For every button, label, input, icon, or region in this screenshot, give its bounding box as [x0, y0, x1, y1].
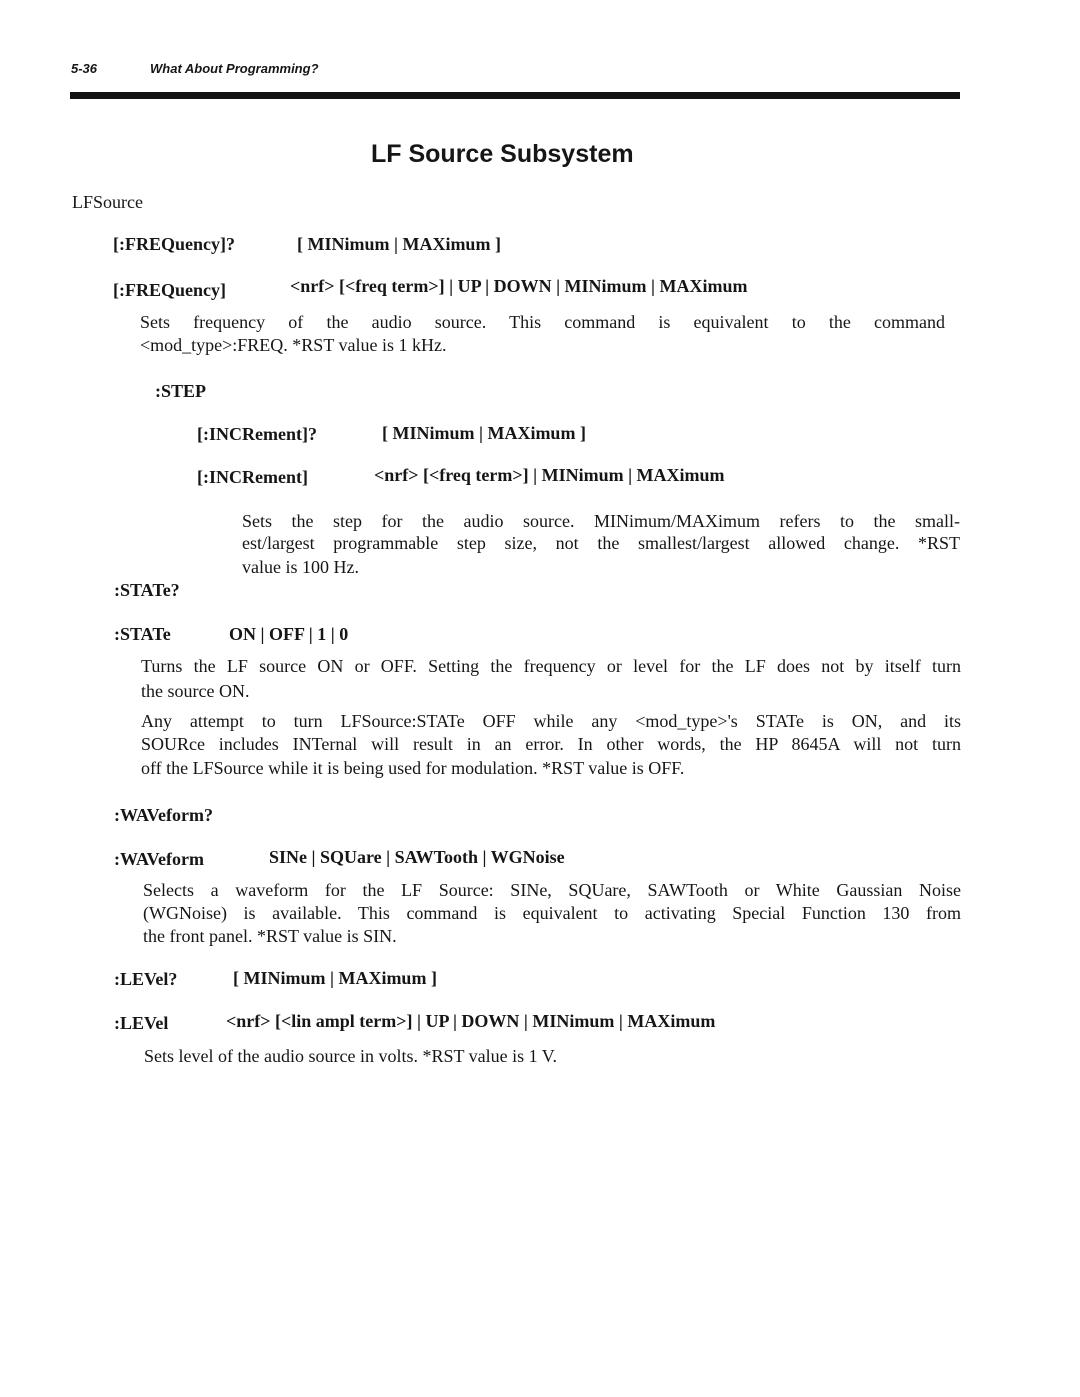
- state-set-cmd: :STATe: [114, 624, 171, 644]
- step-desc-line2: est/largest programmable step size, not the smallest/largest allowed change. *RST: [242, 533, 960, 553]
- page-number: 5-36: [71, 61, 98, 76]
- level-query-args: [ MINimum | MAXimum ]: [233, 968, 437, 988]
- waveform-desc-line2: (WGNoise) is available. This command is equivalent to activating Special Function 130 from: [143, 903, 961, 923]
- freq-query-cmd: [:FREQuency]?: [113, 234, 235, 254]
- state-p2-line3: off the LFSource while it is being used for modulation. *RST value is OFF.: [141, 758, 685, 778]
- page-title: LF Source Subsystem: [371, 140, 634, 168]
- subsystem-root: LFSource: [72, 192, 143, 212]
- level-set-args: <nrf> [<lin ampl term>] | UP | DOWN | MINimum | MAXimum: [226, 1011, 716, 1031]
- freq-desc-line1: Sets frequency of the audio source. This command is equivalent to the command: [140, 312, 945, 332]
- header-rule: [70, 92, 960, 99]
- step-query-cmd: [:INCRement]?: [197, 424, 317, 444]
- level-query-cmd: :LEVel?: [114, 969, 178, 989]
- waveform-set-cmd: :WAVeform: [114, 849, 204, 869]
- step-query-args: [ MINimum | MAXimum ]: [382, 423, 586, 443]
- running-header: What About Programming?: [150, 61, 319, 76]
- step-set-cmd: [:INCRement]: [197, 467, 308, 487]
- step-desc-line3: value is 100 Hz.: [242, 557, 359, 577]
- state-query-cmd: :STATe?: [114, 580, 180, 600]
- freq-set-args: <nrf> [<freq term>] | UP | DOWN | MINimum | MAXimum: [290, 276, 748, 296]
- level-desc-line1: Sets level of the audio source in volts. *RST value is 1 V.: [144, 1046, 557, 1066]
- step-set-args: <nrf> [<freq term>] | MINimum | MAXimum: [374, 465, 725, 485]
- state-set-args: ON | OFF | 1 | 0: [229, 624, 349, 644]
- waveform-desc-line1: Selects a waveform for the LF Source: SINe, SQUare, SAWTooth or White Gaussian Noise: [143, 880, 961, 900]
- state-p2-line1: Any attempt to turn LFSource:STATe OFF while any <mod_type>'s STATe is ON, and its: [141, 711, 961, 731]
- waveform-desc-line3: the front panel. *RST value is SIN.: [143, 926, 397, 946]
- state-p2-line2: SOURce includes INTernal will result in an error. In other words, the HP 8645A will not turn: [141, 734, 961, 754]
- step-desc-line1: Sets the step for the audio source. MINimum/MAXimum refers to the small-: [242, 511, 960, 531]
- state-p1-line2: the source ON.: [141, 681, 250, 701]
- waveform-set-args: SINe | SQUare | SAWTooth | WGNoise: [269, 847, 565, 867]
- state-p1-line1: Turns the LF source ON or OFF. Setting the frequency or level for the LF does not by itself turn: [141, 656, 961, 676]
- freq-desc-line2: <mod_type>:FREQ. *RST value is 1 kHz.: [140, 335, 447, 355]
- step-label: :STEP: [155, 381, 207, 401]
- freq-set-cmd: [:FREQuency]: [113, 280, 226, 300]
- freq-query-args: [ MINimum | MAXimum ]: [297, 234, 501, 254]
- waveform-query-cmd: :WAVeform?: [114, 805, 213, 825]
- level-set-cmd: :LEVel: [114, 1013, 169, 1033]
